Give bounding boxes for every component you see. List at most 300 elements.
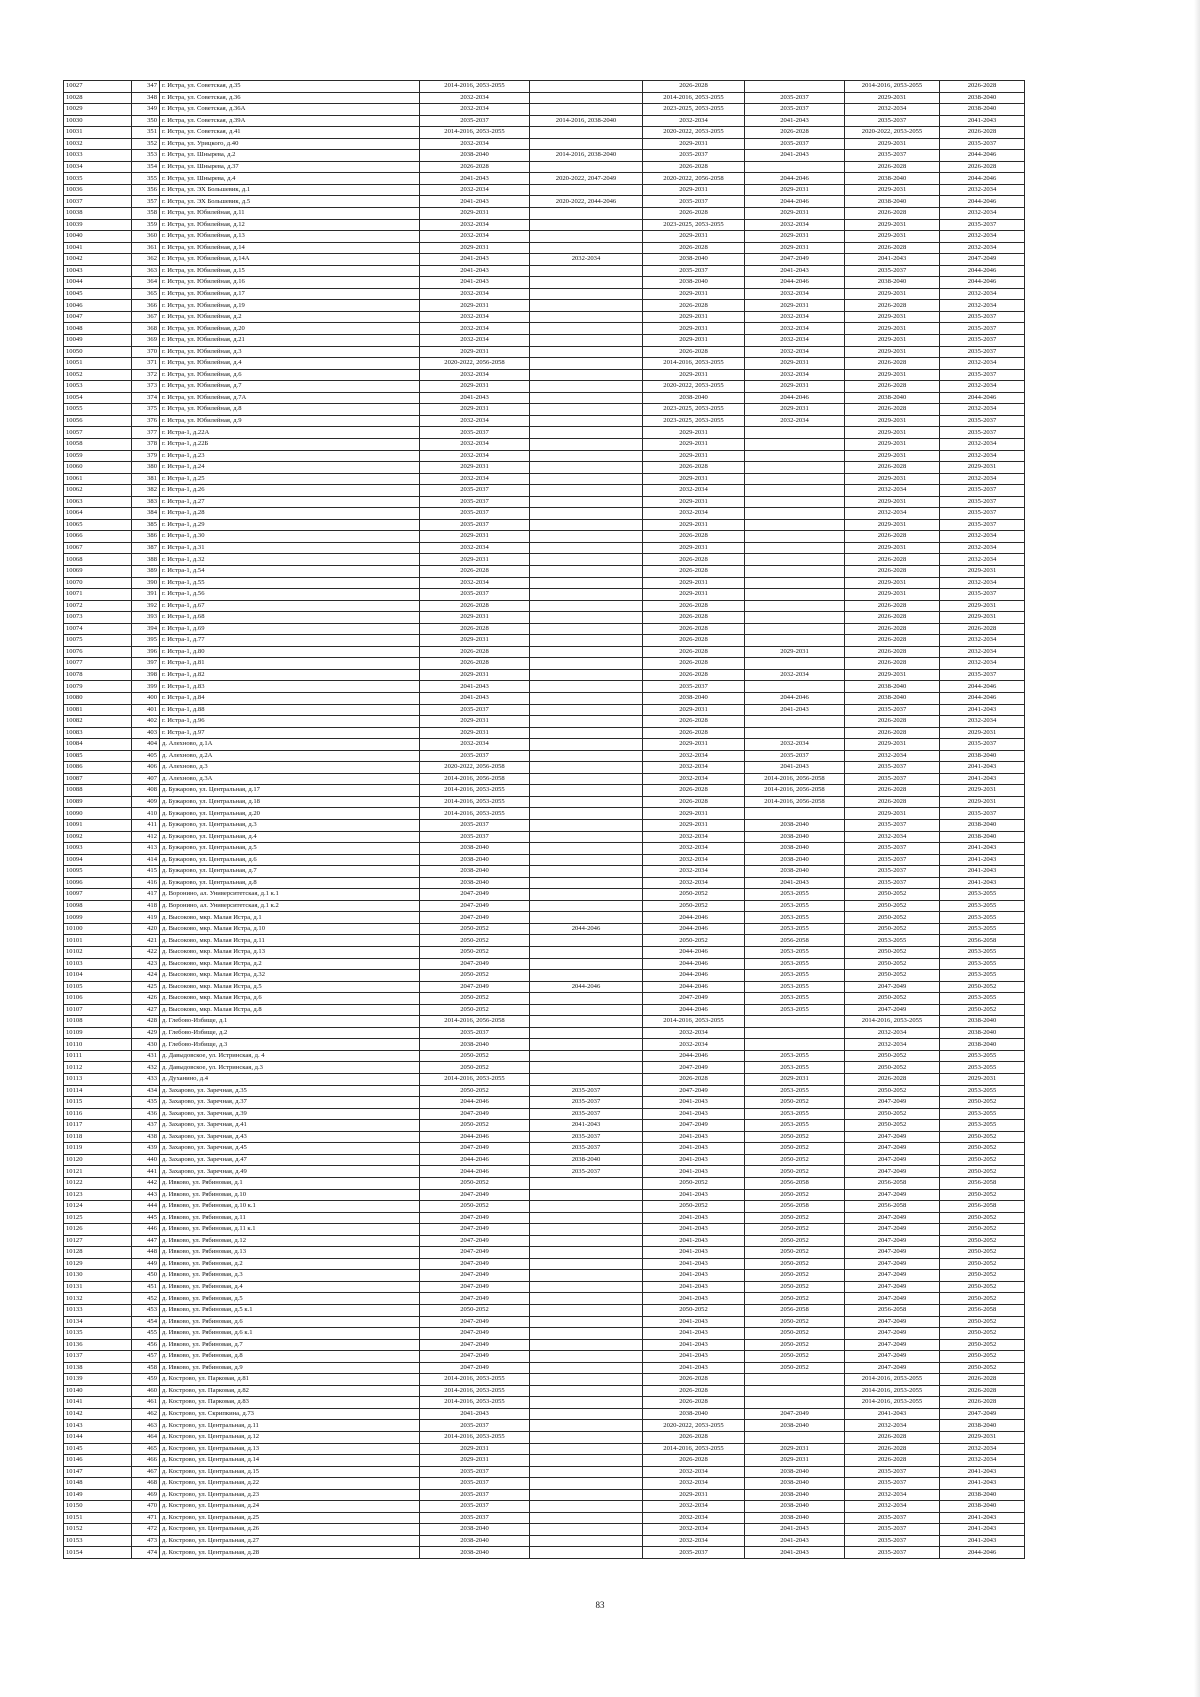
row-number-cell: 438: [132, 1131, 160, 1143]
period-col-1-cell: 2032-2034: [420, 184, 530, 196]
period-col-5-cell: 2029-2031: [845, 323, 940, 335]
period-col-5-cell: 2035-2037: [845, 1478, 940, 1490]
address-cell: д. Ивково, ул. Рябиновая, д.10: [160, 1189, 420, 1201]
record-id-cell: 10039: [64, 219, 132, 231]
period-col-4-cell: [745, 1374, 845, 1386]
period-col-5-cell: 2029-2031: [845, 519, 940, 531]
period-col-3-cell: 2041-2043: [643, 1143, 745, 1155]
period-col-5-cell: 2047-2049: [845, 1235, 940, 1247]
address-cell: д. Ивково, ул. Рябиновая, д.11: [160, 1212, 420, 1224]
period-col-3-cell: 2026-2028: [643, 796, 745, 808]
address-cell: д. Воронино, ал. Университетская, д.1 к.1: [160, 889, 420, 901]
period-col-5-cell: 2026-2028: [845, 462, 940, 474]
row-number-cell: 469: [132, 1489, 160, 1501]
row-number-cell: 371: [132, 358, 160, 370]
period-col-1-cell: 2032-2034: [420, 311, 530, 323]
period-col-4-cell: 2038-2040: [745, 831, 845, 843]
record-id-cell: 10130: [64, 1270, 132, 1282]
table-row: [64, 335, 1025, 347]
period-col-4-cell: [745, 462, 845, 474]
period-col-6-cell: 2041-2043: [940, 1478, 1025, 1490]
period-col-4-cell: [745, 1431, 845, 1443]
period-col-5-cell: 2047-2049: [845, 1004, 940, 1016]
record-id-cell: 10085: [64, 750, 132, 762]
address-cell: г. Истра, ул. Юбилейная, д.14: [160, 242, 420, 254]
period-col-6-cell: 2032-2034: [940, 646, 1025, 658]
row-number-cell: 457: [132, 1351, 160, 1363]
period-col-1-cell: 2047-2049: [420, 1328, 530, 1340]
period-col-4-cell: 2050-2052: [745, 1258, 845, 1270]
period-col-5-cell: 2014-2016, 2053-2055: [845, 1016, 940, 1028]
period-col-3-cell: 2050-2052: [643, 900, 745, 912]
period-col-3-cell: 2029-2031: [643, 519, 745, 531]
period-col-6-cell: 2053-2055: [940, 970, 1025, 982]
record-id-cell: 10153: [64, 1535, 132, 1547]
period-col-5-cell: 2032-2034: [845, 750, 940, 762]
period-col-6-cell: 2050-2052: [940, 1293, 1025, 1305]
period-col-6-cell: 2044-2046: [940, 173, 1025, 185]
period-col-3-cell: 2032-2034: [643, 115, 745, 127]
period-col-5-cell: 2029-2031: [845, 415, 940, 427]
period-col-6-cell: 2050-2052: [940, 1224, 1025, 1236]
period-col-4-cell: [745, 716, 845, 728]
period-col-5-cell: 2035-2037: [845, 1524, 940, 1536]
row-number-cell: 425: [132, 981, 160, 993]
period-col-1-cell: 2035-2037: [420, 427, 530, 439]
address-cell: д. Ивково, ул. Рябиновая, д.12: [160, 1235, 420, 1247]
period-col-5-cell: 2050-2052: [845, 900, 940, 912]
row-number-cell: 412: [132, 831, 160, 843]
period-col-5-cell: 2032-2034: [845, 1039, 940, 1051]
period-col-4-cell: 2041-2043: [745, 1547, 845, 1559]
period-col-1-cell: 2044-2046: [420, 1166, 530, 1178]
period-col-6-cell: 2038-2040: [940, 1027, 1025, 1039]
table-row: [64, 739, 1025, 751]
row-number-cell: 436: [132, 1108, 160, 1120]
address-cell: г. Истра, ул. Шнырева, д.2: [160, 150, 420, 162]
address-cell: д. Кострово, ул. Центральная, д.24: [160, 1501, 420, 1513]
record-id-cell: 10113: [64, 1074, 132, 1086]
row-number-cell: 447: [132, 1235, 160, 1247]
period-col-6-cell: 2050-2052: [940, 1351, 1025, 1363]
period-col-1-cell: 2026-2028: [420, 623, 530, 635]
period-col-2-cell: [530, 669, 643, 681]
period-col-6-cell: 2035-2037: [940, 219, 1025, 231]
address-cell: д. Бужарово, ул. Центральная, д.7: [160, 866, 420, 878]
address-cell: г. Истра, ул. Советская, д.36А: [160, 104, 420, 116]
record-id-cell: 10104: [64, 970, 132, 982]
period-col-5-cell: 2026-2028: [845, 600, 940, 612]
table-row: [64, 1351, 1025, 1363]
period-col-4-cell: [745, 485, 845, 497]
address-cell: г. Истра-1, д.54: [160, 565, 420, 577]
period-col-3-cell: 2026-2028: [643, 300, 745, 312]
period-col-3-cell: 2044-2046: [643, 970, 745, 982]
period-col-6-cell: 2044-2046: [940, 196, 1025, 208]
period-col-1-cell: 2014-2016, 2053-2055: [420, 1397, 530, 1409]
period-col-6-cell: 2035-2037: [940, 323, 1025, 335]
record-id-cell: 10127: [64, 1235, 132, 1247]
period-col-4-cell: 2041-2043: [745, 704, 845, 716]
period-col-4-cell: [745, 658, 845, 670]
period-col-6-cell: 2032-2034: [940, 716, 1025, 728]
period-col-3-cell: 2026-2028: [643, 646, 745, 658]
period-col-4-cell: 2050-2052: [745, 1166, 845, 1178]
period-col-4-cell: 2050-2052: [745, 1131, 845, 1143]
record-id-cell: 10126: [64, 1224, 132, 1236]
address-cell: г. Истра-1, д.67: [160, 600, 420, 612]
table-row: [64, 404, 1025, 416]
period-col-3-cell: 2038-2040: [643, 254, 745, 266]
address-cell: г. Истра-1, д.23: [160, 450, 420, 462]
period-col-6-cell: 2029-2031: [940, 462, 1025, 474]
period-col-2-cell: [530, 692, 643, 704]
period-col-1-cell: 2032-2034: [420, 92, 530, 104]
record-id-cell: 10138: [64, 1362, 132, 1374]
row-number-cell: 459: [132, 1374, 160, 1386]
address-cell: г. Истра-1, д.22Б: [160, 438, 420, 450]
period-col-4-cell: 2050-2052: [745, 1362, 845, 1374]
period-col-1-cell: 2029-2031: [420, 1455, 530, 1467]
period-col-6-cell: 2032-2034: [940, 1455, 1025, 1467]
period-col-5-cell: 2050-2052: [845, 958, 940, 970]
period-col-5-cell: 2035-2037: [845, 265, 940, 277]
address-cell: д. Захарово, ул. Заречная, д.45: [160, 1143, 420, 1155]
record-id-cell: 10148: [64, 1478, 132, 1490]
period-col-5-cell: 2035-2037: [845, 854, 940, 866]
period-col-1-cell: 2029-2031: [420, 381, 530, 393]
period-col-5-cell: 2026-2028: [845, 208, 940, 220]
record-id-cell: 10027: [64, 81, 132, 93]
period-col-3-cell: 2038-2040: [643, 277, 745, 289]
period-col-6-cell: 2035-2037: [940, 369, 1025, 381]
period-col-2-cell: [530, 623, 643, 635]
period-col-5-cell: 2035-2037: [845, 1547, 940, 1559]
period-col-5-cell: 2047-2049: [845, 1316, 940, 1328]
period-col-3-cell: 2035-2037: [643, 150, 745, 162]
period-col-1-cell: 2047-2049: [420, 1293, 530, 1305]
period-col-1-cell: 2041-2043: [420, 277, 530, 289]
period-col-6-cell: 2041-2043: [940, 1524, 1025, 1536]
period-col-3-cell: 2032-2034: [643, 773, 745, 785]
period-col-6-cell: 2044-2046: [940, 392, 1025, 404]
row-number-cell: 458: [132, 1362, 160, 1374]
period-col-4-cell: 2047-2049: [745, 254, 845, 266]
period-col-5-cell: 2038-2040: [845, 692, 940, 704]
period-col-2-cell: [530, 288, 643, 300]
period-col-4-cell: 2053-2055: [745, 923, 845, 935]
period-col-6-cell: 2032-2034: [940, 242, 1025, 254]
period-col-1-cell: 2047-2049: [420, 900, 530, 912]
period-col-3-cell: 2029-2031: [643, 288, 745, 300]
period-col-2-cell: [530, 1374, 643, 1386]
period-col-6-cell: 2035-2037: [940, 138, 1025, 150]
period-col-5-cell: 2029-2031: [845, 92, 940, 104]
period-col-6-cell: 2026-2028: [940, 161, 1025, 173]
period-col-6-cell: 2026-2028: [940, 1397, 1025, 1409]
period-col-6-cell: 2041-2043: [940, 854, 1025, 866]
row-number-cell: 422: [132, 947, 160, 959]
period-col-3-cell: 2026-2028: [643, 727, 745, 739]
period-col-3-cell: 2035-2037: [643, 265, 745, 277]
period-col-3-cell: 2032-2034: [643, 1027, 745, 1039]
period-col-4-cell: 2050-2052: [745, 1281, 845, 1293]
record-id-cell: 10029: [64, 104, 132, 116]
schedule-table: [63, 80, 1025, 1559]
period-col-3-cell: 2050-2052: [643, 935, 745, 947]
period-col-2-cell: 2032-2034: [530, 254, 643, 266]
period-col-2-cell: [530, 1489, 643, 1501]
table-row: [64, 150, 1025, 162]
period-col-5-cell: 2029-2031: [845, 335, 940, 347]
table-row: [64, 1524, 1025, 1536]
row-number-cell: 420: [132, 923, 160, 935]
period-col-4-cell: 2050-2052: [745, 1351, 845, 1363]
table-row: [64, 115, 1025, 127]
period-col-3-cell: 2047-2049: [643, 1062, 745, 1074]
record-id-cell: 10061: [64, 473, 132, 485]
period-col-6-cell: 2035-2037: [940, 311, 1025, 323]
period-col-6-cell: 2050-2052: [940, 1328, 1025, 1340]
address-cell: д. Кострово, ул. Центральная, д.22: [160, 1478, 420, 1490]
period-col-4-cell: 2032-2034: [745, 335, 845, 347]
period-col-1-cell: 2035-2037: [420, 704, 530, 716]
period-col-1-cell: 2032-2034: [420, 438, 530, 450]
table-row: [64, 658, 1025, 670]
period-col-2-cell: [530, 796, 643, 808]
record-id-cell: 10041: [64, 242, 132, 254]
period-col-2-cell: [530, 716, 643, 728]
period-col-5-cell: 2029-2031: [845, 184, 940, 196]
period-col-2-cell: [530, 92, 643, 104]
period-col-5-cell: 2047-2049: [845, 1247, 940, 1259]
address-cell: г. Истра, ул. Юбилейная, д.21: [160, 335, 420, 347]
record-id-cell: 10059: [64, 450, 132, 462]
period-col-5-cell: 2026-2028: [845, 300, 940, 312]
record-id-cell: 10077: [64, 658, 132, 670]
period-col-2-cell: [530, 496, 643, 508]
period-col-4-cell: [745, 496, 845, 508]
period-col-4-cell: 2044-2046: [745, 173, 845, 185]
period-col-2-cell: [530, 127, 643, 139]
record-id-cell: 10137: [64, 1351, 132, 1363]
record-id-cell: 10105: [64, 981, 132, 993]
period-col-6-cell: 2041-2043: [940, 877, 1025, 889]
row-number-cell: 361: [132, 242, 160, 254]
row-number-cell: 411: [132, 820, 160, 832]
table-row: [64, 1455, 1025, 1467]
period-col-4-cell: 2038-2040: [745, 866, 845, 878]
period-col-3-cell: 2029-2031: [643, 473, 745, 485]
row-number-cell: 467: [132, 1466, 160, 1478]
period-col-4-cell: 2053-2055: [745, 947, 845, 959]
record-id-cell: 10116: [64, 1108, 132, 1120]
table-row: [64, 1177, 1025, 1189]
period-col-1-cell: 2014-2016, 2053-2055: [420, 1374, 530, 1386]
row-number-cell: 389: [132, 565, 160, 577]
period-col-4-cell: 2032-2034: [745, 669, 845, 681]
period-col-4-cell: 2032-2034: [745, 311, 845, 323]
address-cell: г. Истра-1, д.29: [160, 519, 420, 531]
period-col-4-cell: 2032-2034: [745, 323, 845, 335]
period-col-1-cell: 2035-2037: [420, 750, 530, 762]
period-col-3-cell: 2029-2031: [643, 323, 745, 335]
period-col-6-cell: 2035-2037: [940, 669, 1025, 681]
period-col-4-cell: 2029-2031: [745, 1074, 845, 1086]
period-col-6-cell: 2032-2034: [940, 231, 1025, 243]
table-row: [64, 681, 1025, 693]
record-id-cell: 10037: [64, 196, 132, 208]
period-col-1-cell: 2050-2052: [420, 923, 530, 935]
period-col-5-cell: 2032-2034: [845, 1501, 940, 1513]
period-col-3-cell: 2041-2043: [643, 1097, 745, 1109]
record-id-cell: 10030: [64, 115, 132, 127]
period-col-2-cell: [530, 1074, 643, 1086]
period-col-5-cell: 2026-2028: [845, 1431, 940, 1443]
row-number-cell: 404: [132, 739, 160, 751]
period-col-5-cell: 2047-2049: [845, 1339, 940, 1351]
period-col-2-cell: [530, 762, 643, 774]
period-col-3-cell: 2029-2031: [643, 369, 745, 381]
period-col-5-cell: 2035-2037: [845, 704, 940, 716]
period-col-4-cell: 2050-2052: [745, 1154, 845, 1166]
period-col-5-cell: 2035-2037: [845, 866, 940, 878]
period-col-5-cell: 2026-2028: [845, 1443, 940, 1455]
record-id-cell: 10033: [64, 150, 132, 162]
address-cell: г. Истра, ул. Советская, д.36: [160, 92, 420, 104]
period-col-1-cell: 2035-2037: [420, 496, 530, 508]
period-col-1-cell: 2014-2016, 2053-2055: [420, 808, 530, 820]
row-number-cell: 401: [132, 704, 160, 716]
period-col-4-cell: 2029-2031: [745, 242, 845, 254]
address-cell: д. Кострово, ул. Парковая, д.83: [160, 1397, 420, 1409]
period-col-3-cell: 2044-2046: [643, 1004, 745, 1016]
period-col-3-cell: 2047-2049: [643, 1120, 745, 1132]
period-col-5-cell: 2047-2049: [845, 1154, 940, 1166]
record-id-cell: 10098: [64, 900, 132, 912]
record-id-cell: 10088: [64, 785, 132, 797]
row-number-cell: 433: [132, 1074, 160, 1086]
record-id-cell: 10028: [64, 92, 132, 104]
period-col-1-cell: 2038-2040: [420, 877, 530, 889]
row-number-cell: 403: [132, 727, 160, 739]
period-col-5-cell: 2026-2028: [845, 658, 940, 670]
period-col-5-cell: 2038-2040: [845, 277, 940, 289]
period-col-2-cell: [530, 681, 643, 693]
address-cell: г. Истра, ул. Юбилейная, д.8: [160, 404, 420, 416]
period-col-1-cell: 2038-2040: [420, 866, 530, 878]
period-col-1-cell: 2032-2034: [420, 542, 530, 554]
record-id-cell: 10031: [64, 127, 132, 139]
period-col-6-cell: 2050-2052: [940, 1189, 1025, 1201]
table-row: [64, 1512, 1025, 1524]
period-col-2-cell: [530, 323, 643, 335]
period-col-3-cell: 2032-2034: [643, 854, 745, 866]
address-cell: г. Истра, ул. Советская, д.39А: [160, 115, 420, 127]
period-col-2-cell: [530, 1466, 643, 1478]
period-col-6-cell: 2035-2037: [940, 739, 1025, 751]
record-id-cell: 10080: [64, 692, 132, 704]
record-id-cell: 10101: [64, 935, 132, 947]
table-row: [64, 184, 1025, 196]
address-cell: г. Истра, ул. Юбилейная, д.19: [160, 300, 420, 312]
period-col-1-cell: 2050-2052: [420, 1004, 530, 1016]
row-number-cell: 466: [132, 1455, 160, 1467]
address-cell: д. Алехново, д.3А: [160, 773, 420, 785]
row-number-cell: 471: [132, 1512, 160, 1524]
record-id-cell: 10125: [64, 1212, 132, 1224]
record-id-cell: 10060: [64, 462, 132, 474]
record-id-cell: 10064: [64, 508, 132, 520]
period-col-3-cell: 2029-2031: [643, 1489, 745, 1501]
address-cell: г. Истра, ул. Юбилейная, д.14А: [160, 254, 420, 266]
record-id-cell: 10109: [64, 1027, 132, 1039]
record-id-cell: 10049: [64, 335, 132, 347]
period-col-1-cell: 2038-2040: [420, 843, 530, 855]
record-id-cell: 10149: [64, 1489, 132, 1501]
period-col-1-cell: 2035-2037: [420, 519, 530, 531]
table-row: [64, 635, 1025, 647]
table-row: [64, 485, 1025, 497]
period-col-1-cell: 2032-2034: [420, 577, 530, 589]
period-col-2-cell: [530, 358, 643, 370]
period-col-2-cell: 2035-2037: [530, 1166, 643, 1178]
row-number-cell: 362: [132, 254, 160, 266]
period-col-5-cell: 2026-2028: [845, 646, 940, 658]
period-col-4-cell: 2029-2031: [745, 300, 845, 312]
period-col-5-cell: 2029-2031: [845, 473, 940, 485]
period-col-1-cell: 2032-2034: [420, 369, 530, 381]
period-col-4-cell: 2050-2052: [745, 1293, 845, 1305]
period-col-5-cell: 2014-2016, 2053-2055: [845, 1397, 940, 1409]
period-col-5-cell: 2026-2028: [845, 565, 940, 577]
period-col-5-cell: 2038-2040: [845, 681, 940, 693]
period-col-1-cell: 2047-2049: [420, 958, 530, 970]
row-number-cell: 356: [132, 184, 160, 196]
record-id-cell: 10078: [64, 669, 132, 681]
period-col-4-cell: 2032-2034: [745, 369, 845, 381]
period-col-1-cell: 2044-2046: [420, 1131, 530, 1143]
period-col-6-cell: 2041-2043: [940, 762, 1025, 774]
period-col-3-cell: 2026-2028: [643, 1374, 745, 1386]
address-cell: д. Бужарово, ул. Центральная, д.17: [160, 785, 420, 797]
period-col-6-cell: 2029-2031: [940, 796, 1025, 808]
period-col-4-cell: 2029-2031: [745, 381, 845, 393]
period-col-3-cell: 2041-2043: [643, 1154, 745, 1166]
period-col-2-cell: [530, 1408, 643, 1420]
row-number-cell: 435: [132, 1097, 160, 1109]
period-col-2-cell: [530, 889, 643, 901]
address-cell: г. Истра, ул. Юбилейная, д.7: [160, 381, 420, 393]
period-col-6-cell: 2050-2052: [940, 1004, 1025, 1016]
period-col-2-cell: [530, 381, 643, 393]
period-col-3-cell: 2026-2028: [643, 635, 745, 647]
period-col-1-cell: 2047-2049: [420, 912, 530, 924]
period-col-4-cell: 2029-2031: [745, 1455, 845, 1467]
period-col-3-cell: 2038-2040: [643, 392, 745, 404]
period-col-4-cell: 2014-2016, 2056-2058: [745, 785, 845, 797]
period-col-5-cell: 2026-2028: [845, 554, 940, 566]
period-col-3-cell: 2026-2028: [643, 554, 745, 566]
period-col-4-cell: [745, 681, 845, 693]
period-col-4-cell: [745, 81, 845, 93]
record-id-cell: 10119: [64, 1143, 132, 1155]
period-col-2-cell: [530, 161, 643, 173]
row-number-cell: 405: [132, 750, 160, 762]
period-col-5-cell: 2029-2031: [845, 346, 940, 358]
period-col-6-cell: 2032-2034: [940, 542, 1025, 554]
period-col-1-cell: 2035-2037: [420, 1027, 530, 1039]
